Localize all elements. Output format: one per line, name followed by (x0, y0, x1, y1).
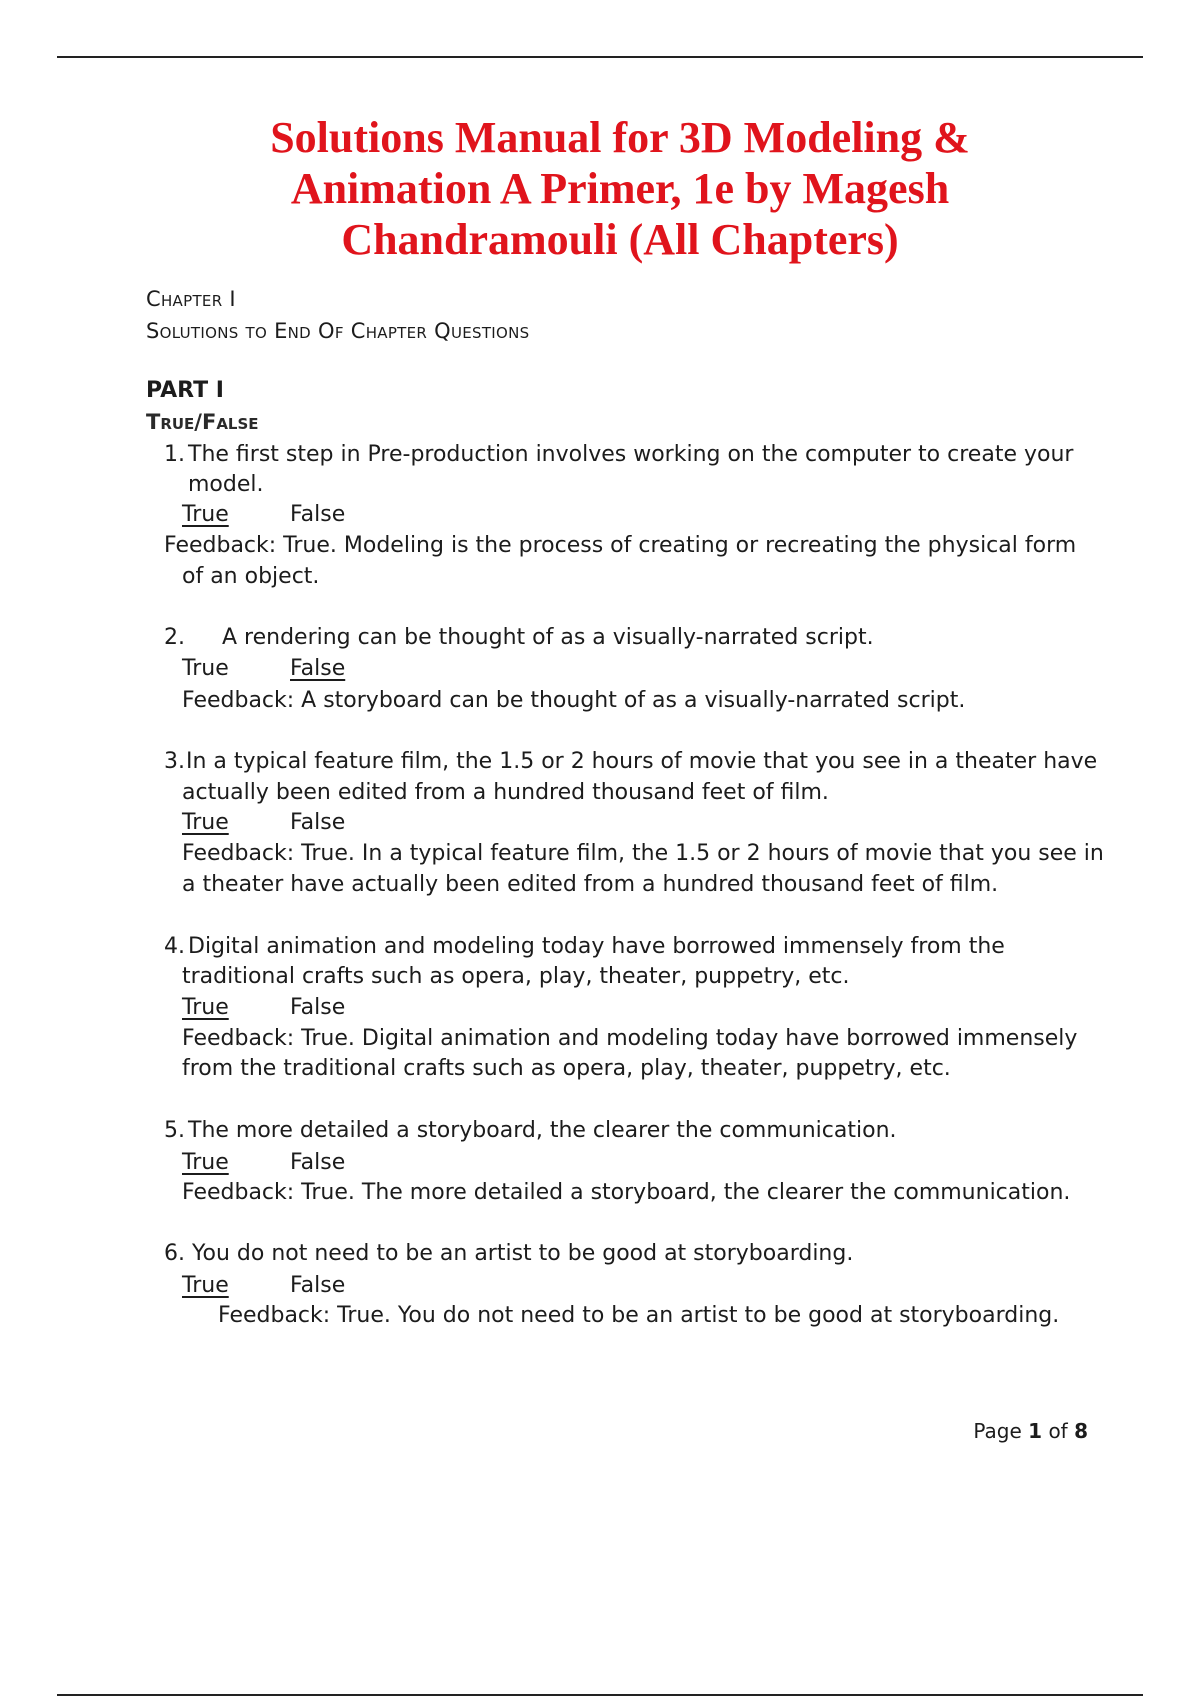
current-page-number: 1 (1028, 1419, 1043, 1443)
title-line-1: Solutions Manual for 3D Modeling & (270, 113, 970, 162)
bottom-rule (57, 1694, 1143, 1696)
question-6-text-line-1: You do not need to be an artist to be good at storyboarding. (192, 1241, 854, 1266)
question-5-true-answer: True (182, 1150, 229, 1175)
part-label: PART I (146, 378, 224, 403)
question-5-text-line-1: The more detailed a storyboard, the clearer the communication. (188, 1118, 897, 1143)
question-1-text-line-2: model. (188, 472, 264, 497)
title-line-2: Animation A Primer, 1e by Magesh (290, 164, 950, 213)
question-1-feedback-line-1: Feedback: True. Modeling is the process of creating or recreating the physical form (164, 533, 1077, 558)
question-5-feedback-line-1: Feedback: True. The more detailed a storyboard, the clearer the communication. (182, 1180, 1071, 1205)
question-6-feedback-line-1: Feedback: True. You do not need to be an artist to be good at storyboarding. (218, 1303, 1060, 1328)
question-2-number: 2. (164, 625, 185, 650)
question-5-number: 5. (164, 1118, 185, 1143)
question-1-number: 1. (164, 442, 185, 467)
question-3-text-line-2: actually been edited from a hundred thousand feet of film. (182, 780, 829, 805)
chapter-subtitle: Solutions to End Of Chapter Questions (146, 319, 530, 343)
question-1-false-option: False (290, 502, 346, 527)
question-6-number: 6. (164, 1241, 185, 1266)
question-1-text-line-1: The first step in Pre-production involves working on the computer to create your (188, 442, 1074, 467)
question-4-feedback-line-2: from the traditional crafts such as opera, play, theater, puppetry, etc. (182, 1056, 951, 1081)
total-page-count: 8 (1074, 1419, 1088, 1443)
question-2-true-option: True (182, 656, 229, 681)
question-5-false-option: False (290, 1150, 346, 1175)
title-line-3: Chandramouli (All Chapters) (341, 215, 899, 264)
question-3-text-line-1: In a typical feature film, the 1.5 or 2 hours of movie that you see in a theater have (186, 749, 1098, 774)
question-4-text-line-2: traditional crafts such as opera, play, theater, puppetry, etc. (182, 964, 850, 989)
question-3-false-option: False (290, 810, 346, 835)
question-2-feedback-line-1: Feedback: A storyboard can be thought of as a visually-narrated script. (182, 688, 966, 713)
page-of: of (1048, 1419, 1068, 1443)
document-title (160, 112, 1080, 265)
question-3-number: 3. (164, 749, 185, 774)
question-3-feedback-line-1: Feedback: True. In a typical feature film, the 1.5 or 2 hours of movie that you see in (182, 841, 1104, 866)
question-3-true-answer: True (182, 810, 229, 835)
page-number-footer (973, 1419, 1088, 1443)
question-4-true-answer: True (182, 995, 229, 1020)
question-6-false-option: False (290, 1273, 346, 1298)
question-1-true-answer: True (182, 502, 229, 527)
question-2-text-line-1: A rendering can be thought of as a visually-narrated script. (222, 625, 874, 650)
question-type-heading: True/False (146, 410, 259, 434)
question-4-feedback-line-1: Feedback: True. Digital animation and modeling today have borrowed immensely (182, 1026, 1078, 1051)
question-4-false-option: False (290, 995, 346, 1020)
chapter-label: Chapter I (146, 287, 236, 311)
question-4-number: 4. (164, 934, 185, 959)
top-rule (57, 56, 1143, 58)
question-3-feedback-line-2: a theater have actually been edited from a hundred thousand feet of film. (182, 872, 999, 897)
question-2-false-answer: False (290, 656, 346, 681)
question-6-true-answer: True (182, 1273, 229, 1298)
question-4-text-line-1: Digital animation and modeling today have borrowed immensely from the (188, 934, 1005, 959)
question-1-feedback-line-2: of an object. (182, 564, 320, 589)
page-prefix: Page (973, 1419, 1022, 1443)
